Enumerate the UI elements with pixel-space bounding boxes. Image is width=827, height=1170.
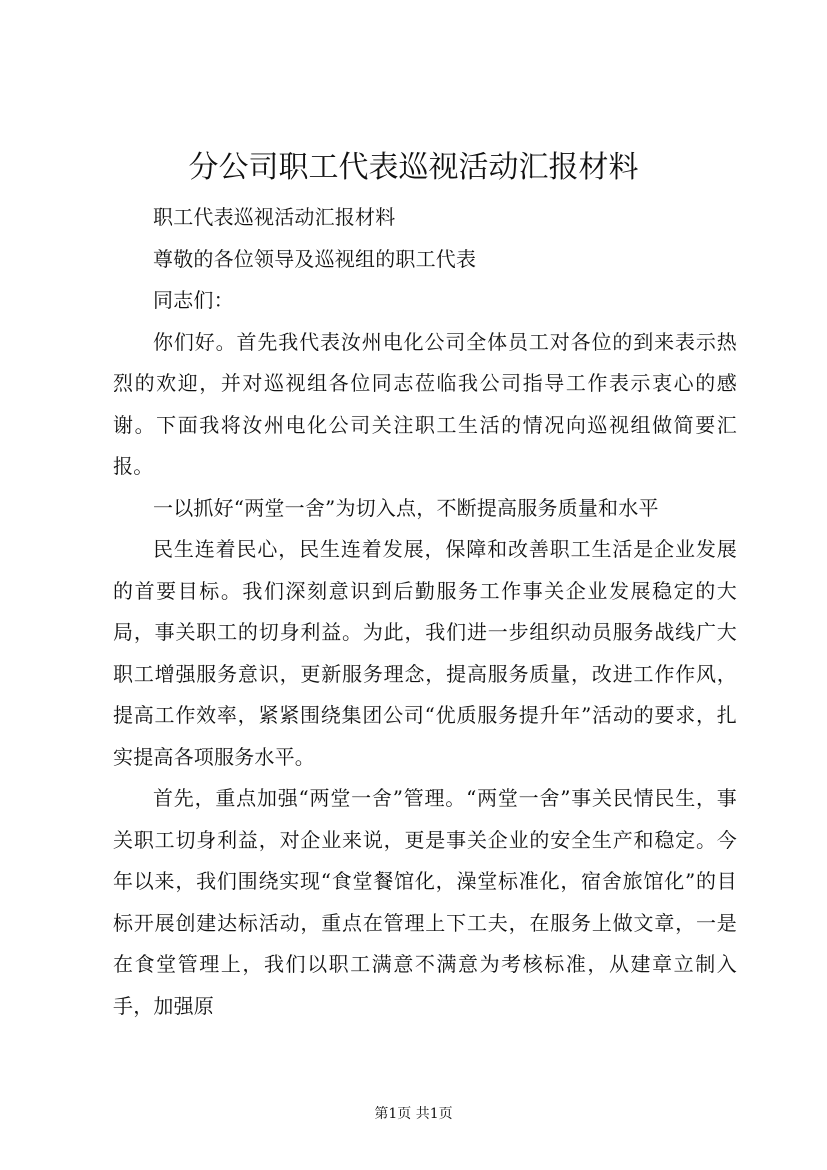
paragraph-salutation: 尊敬的各位领导及巡视组的职工代表 bbox=[153, 246, 477, 271]
paragraph-welcome: 你们好。首先我代表汝州电化公司全体员工对各位的到来表示热烈的欢迎，并对巡视组各位同志莅临我公司指导工作表示衷心的感谢。下面我将汝州电化公司关注职工生活的情况向巡视组做简要汇报。 bbox=[113, 329, 737, 478]
document-body bbox=[113, 197, 737, 1027]
paragraph-subtitle: 职工代表巡视活动汇报材料 bbox=[153, 205, 396, 229]
document-title: 分公司职工代表巡视活动汇报材料 bbox=[188, 150, 639, 185]
paragraph-section-heading: 一以抓好“两堂一舍”为切入点，不断提高服务质量和水平 bbox=[153, 495, 659, 520]
paragraph-management: 首先，重点加强“两堂一舍”管理。“两堂一舍”事关民情民生，事关职工切身利益，对企业来说，更是事关企业的安全生产和稳定。今年以来，我们围绕实现“食堂餐馆化，澡堂标准化，宿舍旅馆化”的目标开展创建达标活动，重点在管理上下工夫，在服务上做文章，一是在食堂管理上，我们以职工满意不满意为考核标准，从建章立制入手，加强原 bbox=[113, 786, 737, 1018]
page-number-footer: 第1页 共1页 bbox=[374, 1106, 453, 1122]
paragraph-greeting: 同志们： bbox=[153, 288, 234, 312]
paragraph-livelihood: 民生连着民心，民生连着发展，保障和改善职工生活是企业发展的首要目标。我们深刻意识到后勤服务工作事关企业发展稳定的大局，事关职工的切身利益。为此，我们进一步组织动员服务战线广大职工增强服务意识，更新服务理念，提高服务质量，改进工作作风，提高工作效率，紧紧围绕集团公司“优质服务提升年”活动的要求，扎实提高各项服务水平。 bbox=[113, 537, 737, 769]
